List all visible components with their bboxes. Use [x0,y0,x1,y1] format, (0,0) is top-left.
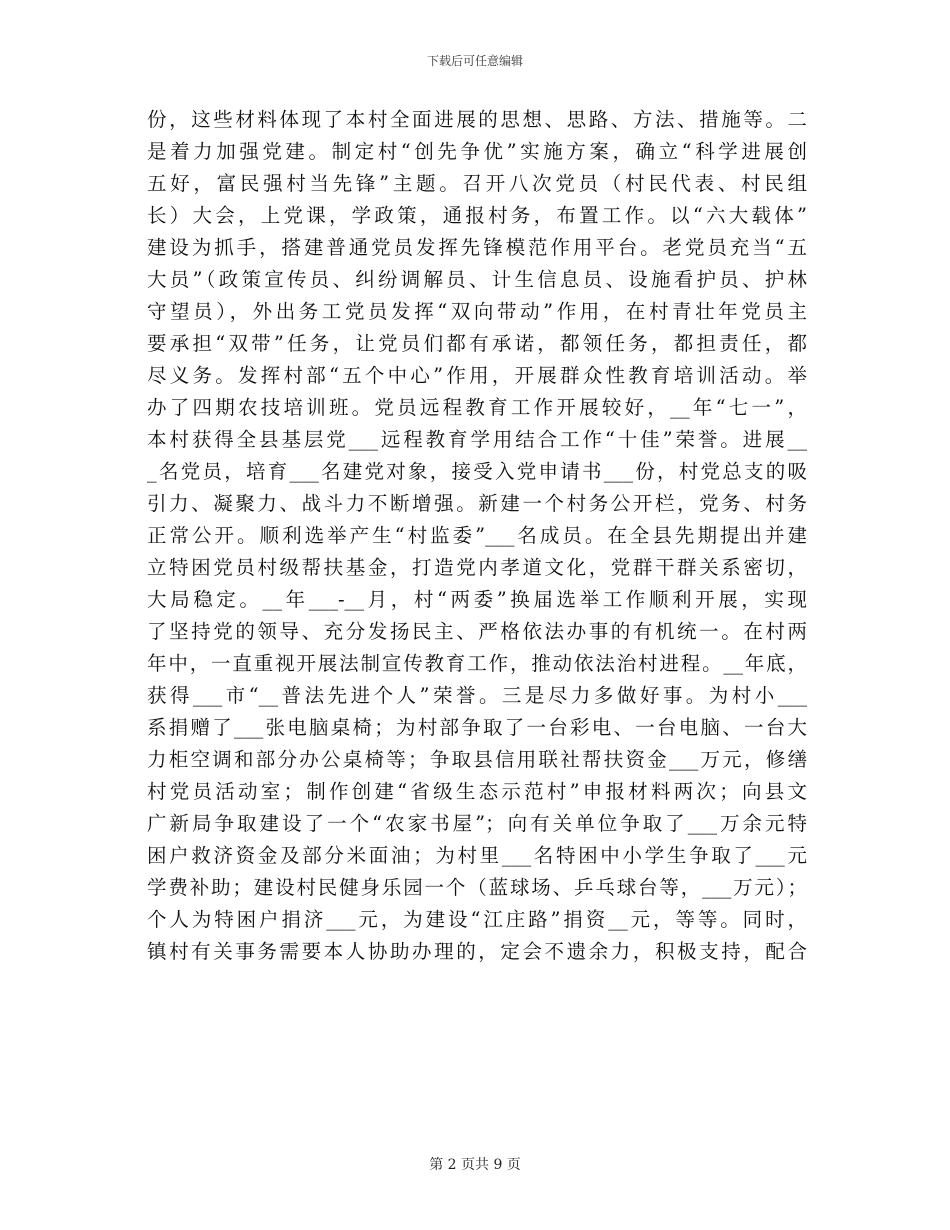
text-line: 长）大会，上党课，学政策，通报村务，布置工作。以“六大载体” [147,204,807,227]
text-line: 要承担“双带”任务，让党员们都有承诺，都领任务，都担责任，都 [147,332,807,355]
text-line: 系捐赠了___张电脑桌椅；为村部争取了一台彩电、一台电脑、一台大 [147,716,807,739]
text-line: 办了四期农技培训班。党员远程教育工作开展较好，__年“七一”， [147,396,807,419]
text-line: 引力、凝聚力、战斗力不断增强。新建一个村务公开栏，党务、村务 [147,492,807,515]
text-line: 获得___市“__普法先进个人”荣誉。三是尽力多做好事。为村小___ [147,684,807,707]
text-line: 学费补助；建设村民健身乐园一个（蓝球场、乒乓球台等，___万元）； [147,876,807,899]
text-line: 困户救济资金及部分米面油；为村里___名特困中小学生争取了___元 [147,844,807,867]
text-line: 本村获得全县基层党___远程教育学用结合工作“十佳”荣誉。进展__ [147,428,807,451]
text-line: 大员”（政策宣传员、纠纷调解员、计生信息员、设施看护员、护林 [147,268,807,291]
page-number: 第 2 页共 9 页 [429,1157,521,1173]
text-line: 尽义务。发挥村部“五个中心”作用，开展群众性教育培训活动。举 [147,364,807,387]
text-line: 个人为特困户捐济___元，为建设“江庄路”捐资__元，等等。同时， [147,908,807,931]
text-line: 份，这些材料体现了本村全面进展的思想、思路、方法、措施等。二 [147,108,807,131]
text-line: 建设为抓手，搭建普通党员发挥先锋模范作用平台。老党员充当“五 [147,236,807,259]
text-line: 广新局争取建设了一个“农家书屋”；向有关单位争取了___万余元特 [147,812,807,835]
text-line: 力柜空调和部分办公桌椅等；争取县信用联社帮扶资金___万元，修缮 [147,748,807,771]
text-line: 五好，富民强村当先锋”主题。召开八次党员（村民代表、村民组 [147,172,807,195]
text-line: 守望员），外出务工党员发挥“双向带动”作用，在村青壮年党员主 [147,300,807,323]
page-header: 下载后可任意编辑 [426,54,523,68]
text-line: 年中，一直重视开展法制宣传教育工作，推动依法治村进程。__年底， [147,652,807,675]
text-line: 村党员活动室；制作创建“省级生态示范村”申报材料两次；向县文 [147,780,807,803]
text-line: 是着力加强党建。制定村“创先争优”实施方案，确立“科学进展创 [147,140,807,163]
text-line: 正常公开。顺利选举产生“村监委”___名成员。在全县先期提出并建 [147,524,807,547]
text-line: 了坚持党的领导、充分发扬民主、严格依法办事的有机统一。在村两 [147,620,807,643]
body-text [147,104,807,968]
text-line: 镇村有关事务需要本人协助办理的，定会不遗余力，积极支持，配合 [147,940,807,963]
text-line: 立特困党员村级帮扶基金，打造党内孝道文化，党群干群关系密切， [147,556,807,579]
text-line: _名党员，培育___名建党对象，接受入党申请书___份，村党总支的吸 [147,460,807,483]
text-line: 大局稳定。__年___-__月，村“两委”换届选举工作顺利开展，实现 [147,588,807,611]
